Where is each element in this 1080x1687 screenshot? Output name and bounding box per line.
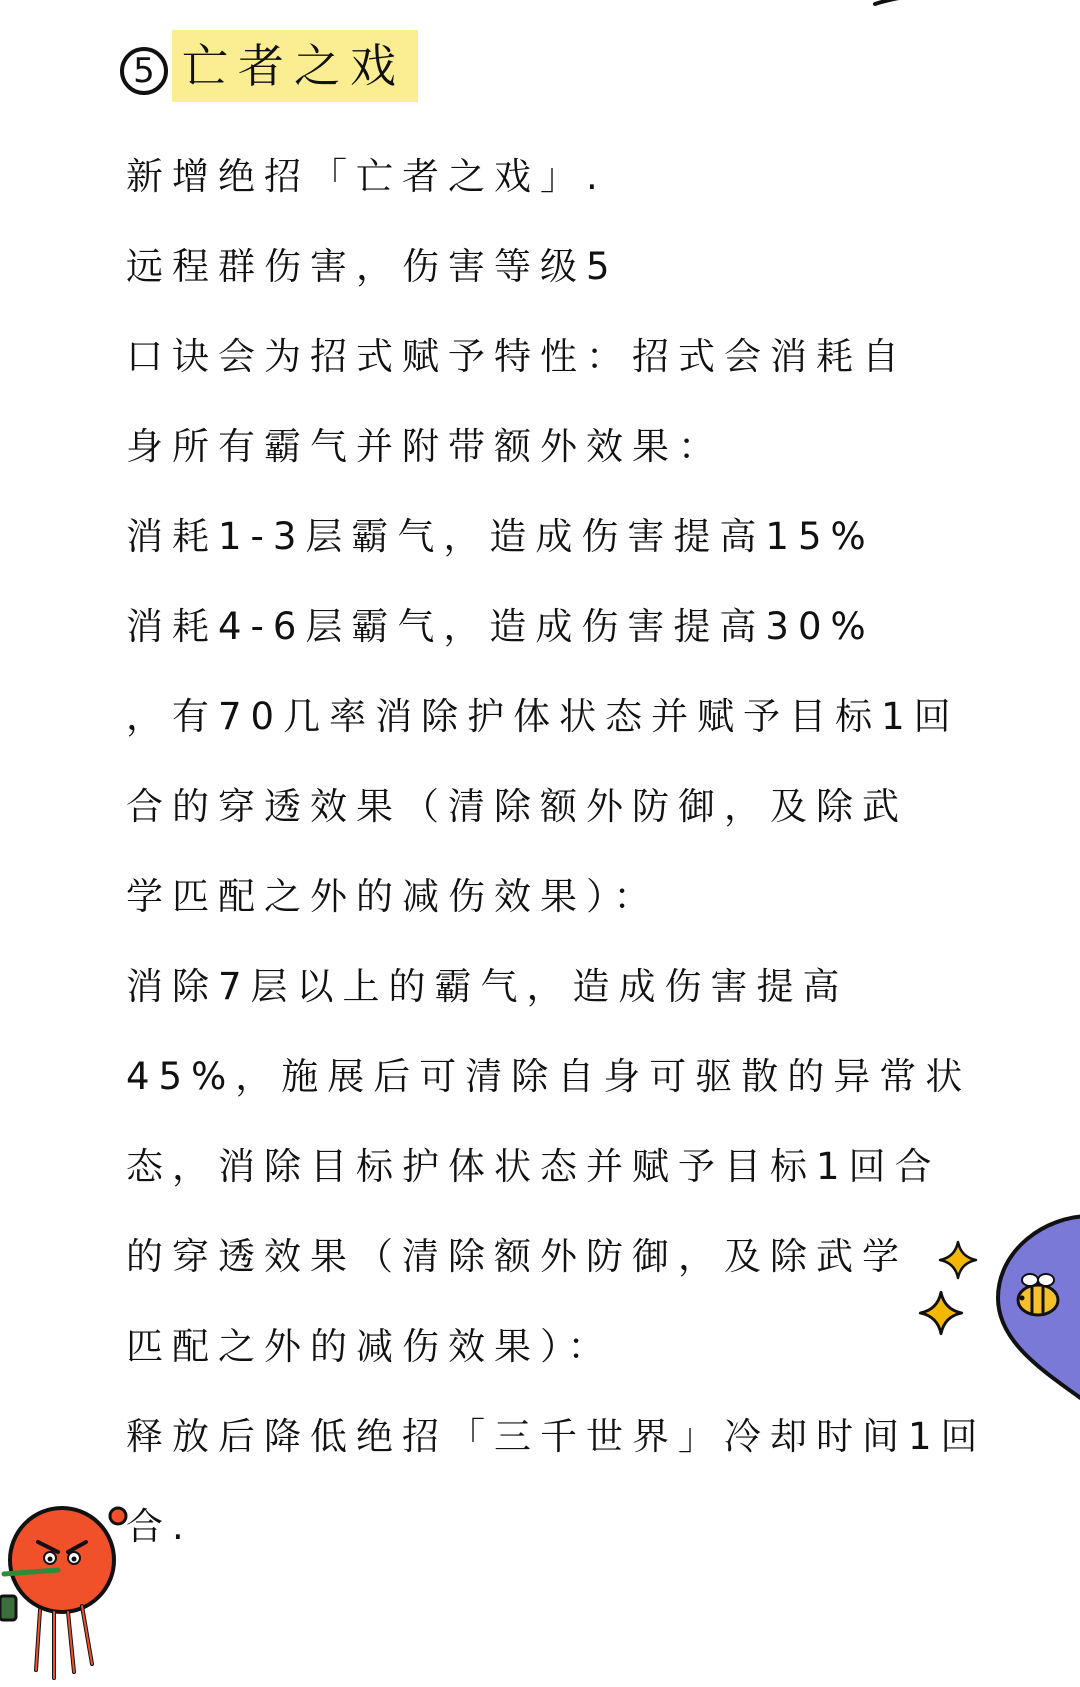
section-number: 5 — [133, 51, 155, 91]
section-number-badge — [120, 47, 168, 95]
section-title: 亡者之戏 — [172, 30, 418, 102]
pen-stroke-decoration — [870, 0, 950, 12]
text-line: 的穿透效果（清除额外防御，及除武学 — [126, 1235, 908, 1278]
section-heading — [120, 30, 418, 102]
text-line: 学匹配之外的减伤效果）： — [126, 875, 660, 918]
text-line: 消耗4-6层霸气，造成伤害提高30% — [126, 605, 875, 648]
text-line: 态，消除目标护体状态并赋予目标1回合 — [126, 1145, 941, 1188]
sparkle-star-icon — [918, 1290, 964, 1336]
text-line: 消耗1-3层霸气，造成伤害提高15% — [126, 515, 875, 558]
purple-blob-illustration — [990, 1210, 1080, 1410]
text-line: 合. — [126, 1505, 193, 1548]
text-line: 合的穿透效果（清除额外防御，及除武 — [126, 785, 908, 828]
text-line: 消除7层以上的霸气，造成伤害提高 — [126, 965, 849, 1008]
skill-description — [126, 128, 987, 1568]
text-line: 45%，施展后可清除自身可驱散的异常状 — [126, 1055, 972, 1098]
text-line: 远程群伤害，伤害等级5 — [126, 245, 619, 288]
text-line: 释放后降低绝招「三千世界」冷却时间1回 — [126, 1415, 987, 1458]
bee-icon — [1018, 1274, 1058, 1315]
sparkle-star-icon — [938, 1240, 978, 1280]
text-line: ，有70几率消除护体状态并赋予目标1回 — [126, 695, 960, 738]
text-line: 匹配之外的减伤效果）： — [126, 1325, 614, 1368]
text-line: 口诀会为招式赋予特性：招式会消耗自 — [126, 335, 908, 378]
text-line: 身所有霸气并附带额外效果： — [126, 425, 724, 468]
orange-character-illustration — [0, 1500, 130, 1687]
text-line: 新增绝招「亡者之戏」. — [126, 155, 607, 198]
